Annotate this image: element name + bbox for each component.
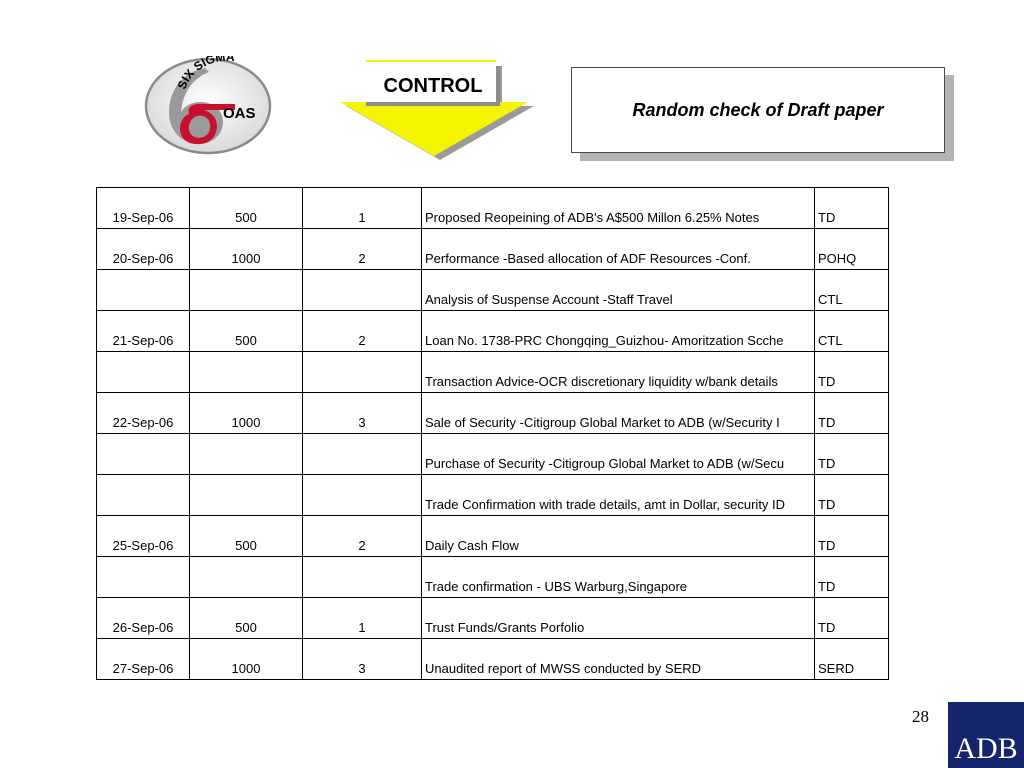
control-label: CONTROL (383, 74, 483, 97)
date-cell (97, 270, 190, 311)
table-row (97, 393, 889, 434)
date-cell: 26-Sep-06 (97, 598, 190, 639)
count-cell: 1 (303, 188, 422, 229)
date-cell: 22-Sep-06 (97, 393, 190, 434)
date-cell: 21-Sep-06 (97, 311, 190, 352)
table-row (97, 311, 889, 352)
description-cell: Loan No. 1738-PRC Chongqing_Guizhou- Amoritzation Scche (422, 311, 815, 352)
amount-cell (190, 475, 303, 516)
date-cell (97, 434, 190, 475)
table-row (97, 188, 889, 229)
description-cell: Performance -Based allocation of ADF Resources -Conf. (422, 229, 815, 270)
table-row (97, 229, 889, 270)
dept-cell: TD (815, 352, 889, 393)
dept-cell: CTL (815, 270, 889, 311)
dept-cell: TD (815, 475, 889, 516)
count-cell (303, 434, 422, 475)
amount-cell: 500 (190, 516, 303, 557)
description-cell: Unaudited report of MWSS conducted by SERD (422, 639, 815, 680)
amount-cell: 1000 (190, 229, 303, 270)
amount-cell: 1000 (190, 639, 303, 680)
table-row (97, 598, 889, 639)
logo-top-text: SIX SIGMA (174, 56, 236, 92)
amount-cell (190, 270, 303, 311)
count-cell: 2 (303, 516, 422, 557)
dept-cell: SERD (815, 639, 889, 680)
description-cell: Analysis of Suspense Account -Staff Travel (422, 270, 815, 311)
amount-cell (190, 557, 303, 598)
description-cell: Trade Confirmation with trade details, amt in Dollar, security ID (422, 475, 815, 516)
date-cell: 27-Sep-06 (97, 639, 190, 680)
page-number: 28 (912, 707, 929, 726)
description-cell: Trust Funds/Grants Porfolio (422, 598, 815, 639)
count-cell (303, 557, 422, 598)
table-row (97, 475, 889, 516)
description-cell: Transaction Advice-OCR discretionary liquidity w/bank details (422, 352, 815, 393)
dept-cell: TD (815, 434, 889, 475)
table-body (97, 188, 889, 680)
description-cell: Proposed Reopeining of ADB's A$500 Millon 6.25% Notes (422, 188, 815, 229)
amount-cell (190, 352, 303, 393)
amount-cell: 500 (190, 188, 303, 229)
adb-logo (948, 702, 1024, 768)
count-cell: 2 (303, 229, 422, 270)
date-cell: 19-Sep-06 (97, 188, 190, 229)
dept-cell: TD (815, 188, 889, 229)
description-cell: Daily Cash Flow (422, 516, 815, 557)
date-cell: 25-Sep-06 (97, 516, 190, 557)
amount-cell: 500 (190, 311, 303, 352)
description-cell: Sale of Security -Citigroup Global Market to ADB (w/Security I (422, 393, 815, 434)
adb-logo-text: ADB (954, 732, 1018, 765)
amount-cell: 500 (190, 598, 303, 639)
amount-cell (190, 434, 303, 475)
count-cell: 3 (303, 393, 422, 434)
count-cell (303, 475, 422, 516)
count-cell (303, 352, 422, 393)
dept-cell: TD (815, 393, 889, 434)
count-cell: 1 (303, 598, 422, 639)
records-table (96, 187, 889, 680)
dept-cell: TD (815, 598, 889, 639)
description-cell: Trade confirmation - UBS Warburg,Singapore (422, 557, 815, 598)
dept-cell: POHQ (815, 229, 889, 270)
page-title: Random check of Draft paper (632, 99, 884, 120)
table-row (97, 270, 889, 311)
title-box (571, 67, 945, 153)
dept-cell: TD (815, 557, 889, 598)
table-row (97, 639, 889, 680)
table-row (97, 352, 889, 393)
table-row (97, 516, 889, 557)
logo-side-text: OAS (223, 105, 256, 122)
date-cell: 20-Sep-06 (97, 229, 190, 270)
dept-cell: TD (815, 516, 889, 557)
amount-cell: 1000 (190, 393, 303, 434)
count-cell (303, 270, 422, 311)
date-cell (97, 557, 190, 598)
date-cell (97, 352, 190, 393)
table-row (97, 434, 889, 475)
count-cell: 2 (303, 311, 422, 352)
count-cell: 3 (303, 639, 422, 680)
dept-cell: CTL (815, 311, 889, 352)
table-row (97, 557, 889, 598)
date-cell (97, 475, 190, 516)
six-sigma-logo-icon (143, 56, 281, 156)
description-cell: Purchase of Security -Citigroup Global Market to ADB (w/Secu (422, 434, 815, 475)
six-sigma-oas-logo (143, 56, 281, 156)
